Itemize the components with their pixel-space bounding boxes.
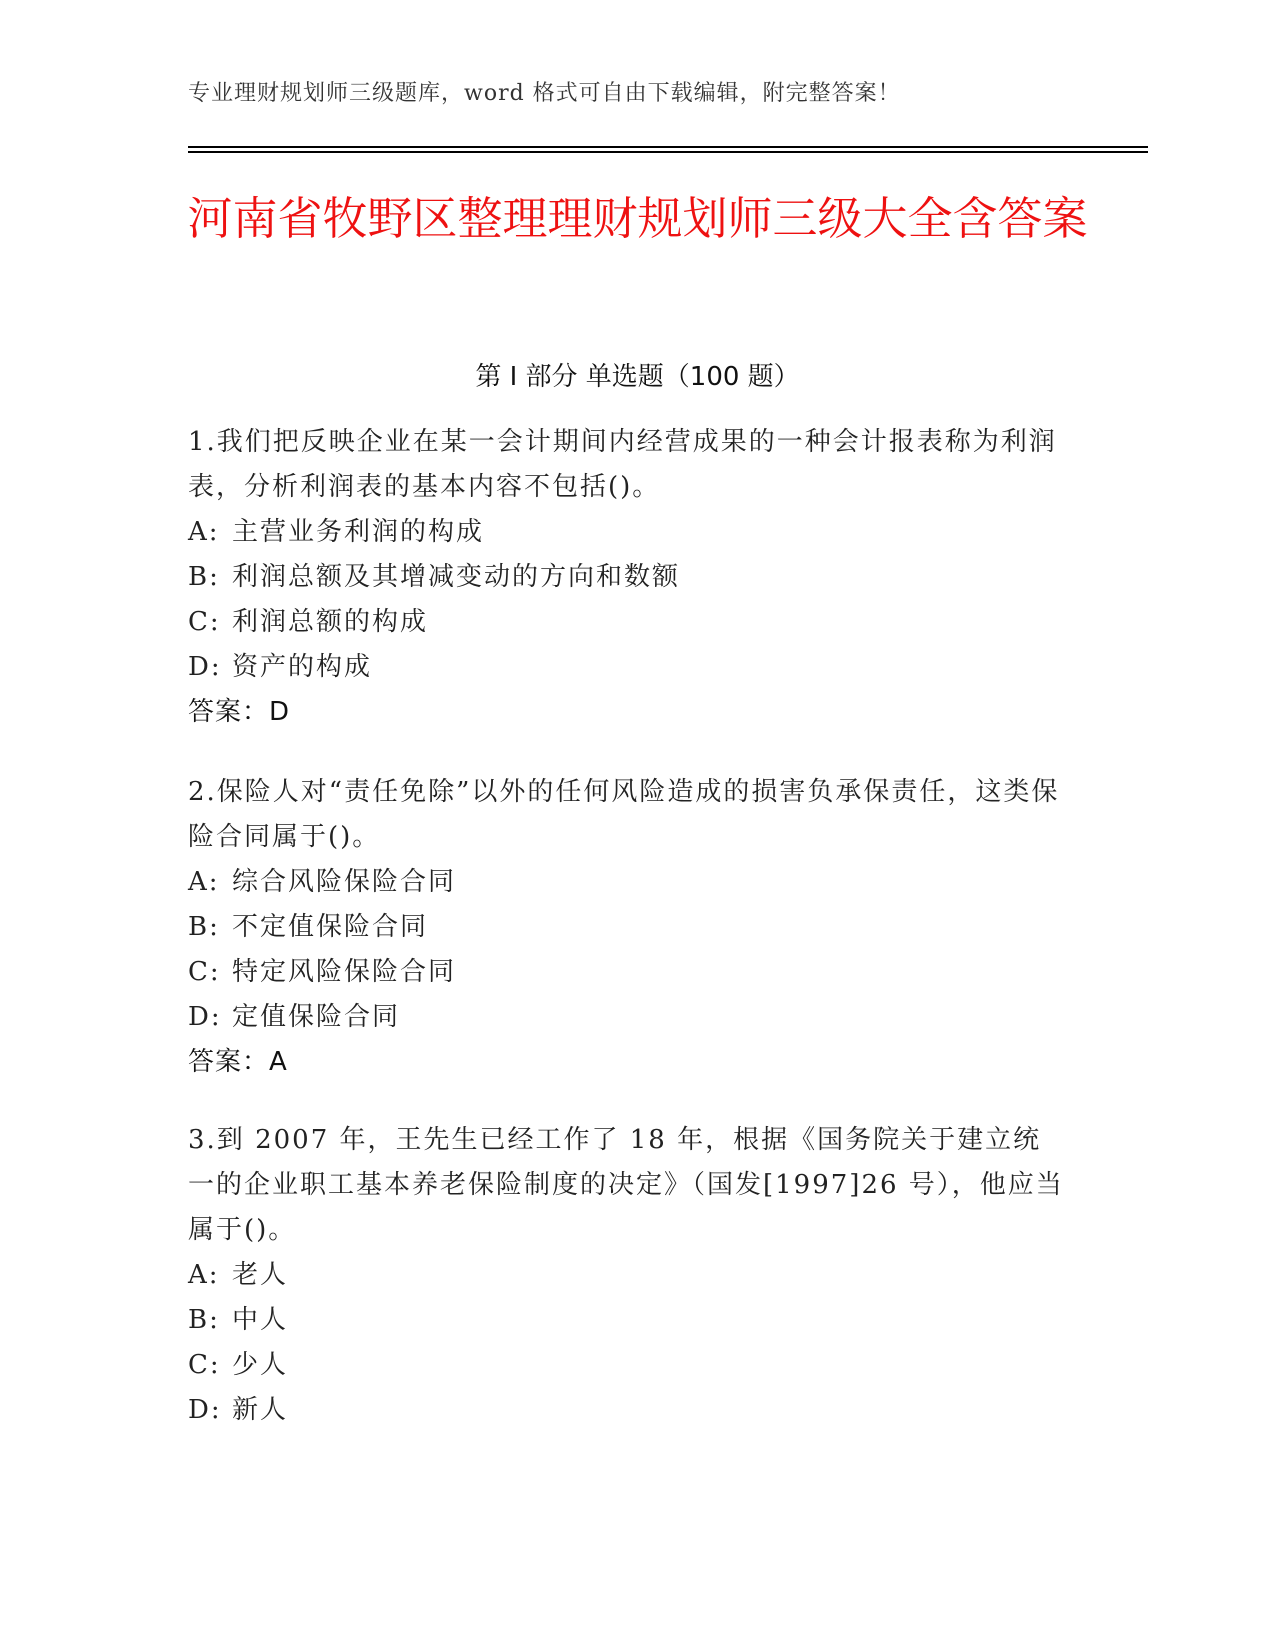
option-text: 老人 (232, 1260, 289, 1290)
answer: 答案：A (188, 1047, 288, 1077)
option-d (188, 995, 1068, 1040)
option-key: A: (188, 1260, 220, 1290)
option-key: A: (188, 867, 220, 897)
option-c (188, 950, 1068, 995)
option-key: C: (188, 1350, 221, 1380)
option-a (188, 510, 1068, 555)
option-c (188, 600, 1068, 645)
option-b (188, 555, 1068, 600)
option-text: 少人 (232, 1350, 289, 1380)
option-key: B: (188, 1305, 220, 1335)
option-text: 不定值保险合同 (232, 912, 429, 942)
question-stem: 3.到 2007 年，王先生已经工作了 18 年，根据《国务院关于建立统一的企业职工基本养老保险制度的决定》（国发[1997]26 号），他应当属于()。 (188, 1125, 1064, 1245)
option-text: 中人 (232, 1305, 289, 1335)
question-stem: 2.保险人对“责任免除”以外的任何风险造成的损害负承保责任，这类保险合同属于()。 (188, 777, 1060, 852)
option-key: C: (188, 607, 221, 637)
question-1 (188, 420, 1068, 735)
document-title: 河南省牧野区整理理财规划师三级大全含答案 (187, 192, 1088, 245)
option-d (188, 1388, 1068, 1433)
option-b (188, 1298, 1068, 1343)
header-rule-top (188, 146, 1148, 148)
option-key: A: (188, 517, 220, 547)
section-heading: 第 I 部分 单选题（100 题） (475, 362, 800, 392)
option-key: D: (188, 1002, 222, 1032)
option-key: D: (188, 652, 222, 682)
option-text: 利润总额的构成 (232, 607, 429, 637)
option-a (188, 860, 1068, 905)
option-text: 特定风险保险合同 (232, 957, 457, 987)
question-2 (188, 770, 1068, 1085)
option-b (188, 905, 1068, 950)
option-text: 资产的构成 (232, 652, 373, 682)
option-text: 定值保险合同 (232, 1002, 401, 1032)
option-key: B: (188, 562, 220, 592)
option-text: 新人 (232, 1395, 289, 1425)
option-c (188, 1343, 1068, 1388)
header-note: 专业理财规划师三级题库，word 格式可自由下载编辑，附完整答案！ (188, 81, 901, 106)
option-a (188, 1253, 1068, 1298)
option-key: C: (188, 957, 221, 987)
option-text: 综合风险保险合同 (232, 867, 457, 897)
option-text: 主营业务利润的构成 (232, 517, 485, 547)
question-3 (188, 1118, 1068, 1433)
header-rule-bottom (188, 151, 1148, 153)
option-key: D: (188, 1395, 222, 1425)
option-text: 利润总额及其增减变动的方向和数额 (232, 562, 681, 592)
question-stem: 1.我们把反映企业在某一会计期间内经营成果的一种会计报表称为利润表，分析利润表的基本内容不包括()。 (188, 427, 1057, 502)
option-d (188, 645, 1068, 690)
answer: 答案：D (188, 697, 291, 727)
option-key: B: (188, 912, 220, 942)
